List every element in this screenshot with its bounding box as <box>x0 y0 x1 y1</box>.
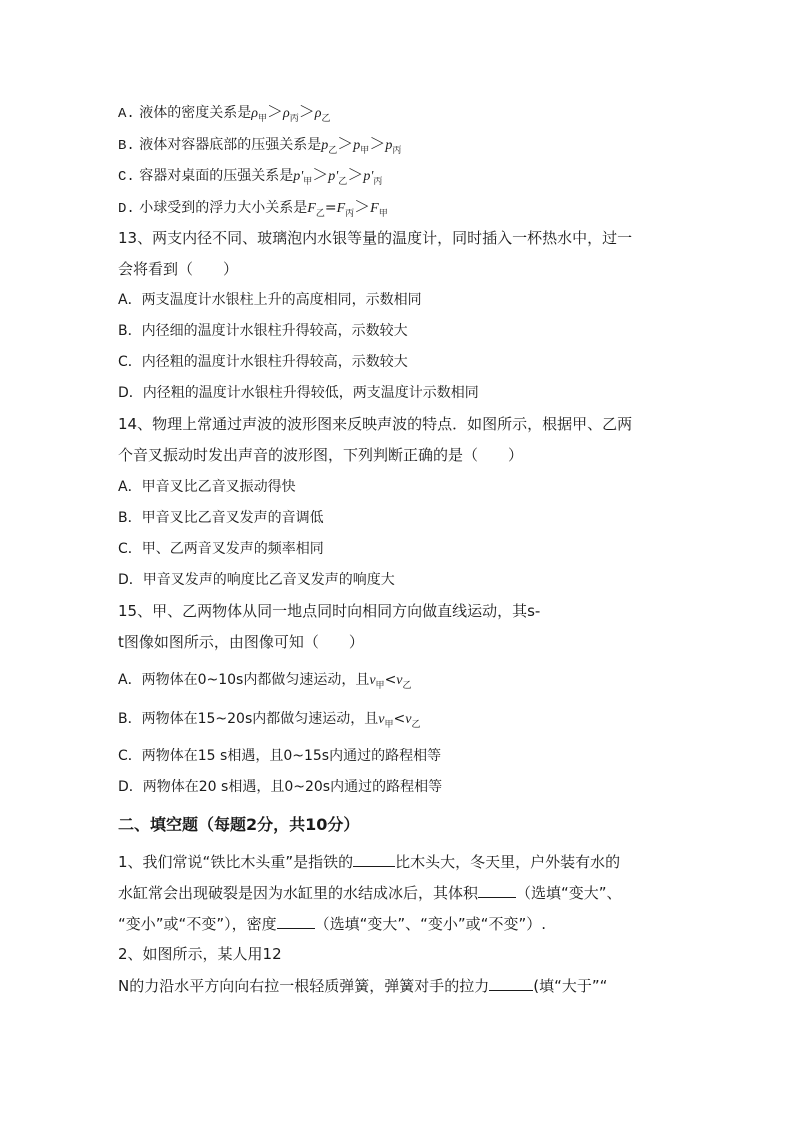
subscript-bing: 丙 <box>345 209 355 219</box>
option-text: 液体对容器底部的压强关系是 <box>139 137 322 153</box>
option-text: B．两物体在15~20s内都做匀速运动，且 <box>118 711 379 727</box>
answer-blank[interactable] <box>353 851 395 867</box>
subscript-yi: 乙 <box>402 681 412 691</box>
fill-text: 比木头大，冬天里，户外装有水的 <box>395 853 621 871</box>
q15-stem-line2: t图像如图所示，由图像可知（ ） <box>118 633 364 651</box>
rho-symbol: ρ <box>283 106 290 121</box>
greater-than: ＞ <box>369 134 386 153</box>
option-text: 液体的密度关系是 <box>139 105 252 121</box>
v-symbol: v <box>396 673 403 688</box>
q15-option-d: D．两物体在20 s相遇，且0~20s内通过的路程相等 <box>118 779 443 795</box>
fill1-line3 <box>118 913 546 934</box>
fill2-line2 <box>118 975 607 996</box>
option-text: A．两物体在0~10s内都做匀速运动，且 <box>118 672 370 688</box>
section-heading: 二、填空题（每题2分，共10分） <box>118 815 360 834</box>
fill-text: （选填“变大”、 <box>516 884 622 902</box>
q15-option-a <box>118 670 412 692</box>
less-than: < <box>393 711 406 727</box>
p-prime-symbol: p' <box>328 169 339 184</box>
option-letter: A. <box>118 106 135 122</box>
f-symbol: F <box>370 201 379 216</box>
q13-option-b: B．内径细的温度计水银柱升得较高，示数较大 <box>118 323 408 339</box>
q14-option-b: B．甲音叉比乙音叉发声的音调低 <box>118 510 324 526</box>
q13-stem-line2: 会将看到（ ） <box>118 260 239 278</box>
p-symbol: p <box>321 138 329 153</box>
p-prime-symbol: p' <box>363 169 374 184</box>
less-than: < <box>384 672 397 688</box>
q12-option-b <box>118 134 401 157</box>
q13-option-a: A．两支温度计水银柱上升的高度相同，示数相同 <box>118 292 422 308</box>
option-text: 小球受到的浮力大小关系是 <box>139 200 308 216</box>
rho-symbol: ρ <box>251 106 258 121</box>
q14-option-a: A．甲音叉比乙音叉振动得快 <box>118 479 296 495</box>
subscript-yi: 乙 <box>328 146 338 156</box>
greater-than: ＞ <box>347 165 364 184</box>
subscript-jia: 甲 <box>258 114 268 124</box>
p-prime-symbol: p' <box>293 169 304 184</box>
option-text: 容器对桌面的压强关系是 <box>139 168 294 184</box>
q14-stem-line2: 个音叉振动时发出声音的波形图，下列判断正确的是（ ） <box>118 446 524 464</box>
answer-blank[interactable] <box>489 975 533 991</box>
q14-option-d: D．甲音叉发声的响度比乙音叉发声的响度大 <box>118 572 395 588</box>
fill-text: N的力沿水平方向向右拉一根轻质弹簧，弹簧对手的拉力 <box>118 977 490 995</box>
option-letter: C. <box>118 169 135 185</box>
fill-text: 水缸常会出现破裂是因为水缸里的水结成冰后，其体积 <box>118 884 479 902</box>
fill-text: （选填“变大”、“变小”或“不变”）. <box>314 915 546 933</box>
q15-option-c: C．两物体在15 s相遇，且0~15s内通过的路程相等 <box>118 748 442 764</box>
fill1-line2 <box>118 882 622 903</box>
fill2-line1: 2、如图所示，某人用12 <box>118 945 282 963</box>
subscript-yi: 乙 <box>315 209 325 219</box>
q13-option-d: D．内径粗的温度计水银柱升得较低，两支温度计示数相同 <box>118 385 479 401</box>
subscript-bing: 丙 <box>373 177 383 187</box>
answer-blank[interactable] <box>478 882 516 898</box>
equals-sign: = <box>324 200 337 216</box>
subscript-jia: 甲 <box>360 146 370 156</box>
q14-stem-line1: 14、物理上常通过声波的波形图来反映声波的特点．如图所示，根据甲、乙两 <box>118 415 633 433</box>
subscript-jia: 甲 <box>303 177 313 187</box>
greater-than: ＞ <box>337 134 354 153</box>
subscript-jia: 甲 <box>375 681 385 691</box>
greater-than: ＞ <box>354 197 371 216</box>
p-symbol: p <box>353 138 361 153</box>
rho-symbol: ρ <box>314 106 322 121</box>
q12-option-d <box>118 197 388 220</box>
f-symbol: F <box>336 201 346 216</box>
q15-option-b <box>118 709 420 731</box>
greater-than: ＞ <box>312 165 329 184</box>
subscript-yi: 乙 <box>338 177 348 187</box>
v-symbol: v <box>405 712 412 727</box>
option-letter: D. <box>118 201 135 217</box>
q12-option-c <box>118 165 382 188</box>
option-letter: B. <box>118 138 135 154</box>
fill-text: “变小”或“不变”），密度 <box>118 915 277 933</box>
v-symbol: v <box>378 712 385 727</box>
subscript-bing: 丙 <box>289 114 299 124</box>
answer-blank[interactable] <box>277 913 315 929</box>
fill-text: (填“大于”“ <box>533 977 608 995</box>
subscript-jia: 甲 <box>384 720 394 730</box>
fill-text: 1、我们常说“铁比木头重”是指铁的 <box>118 853 354 871</box>
greater-than: ＞ <box>298 102 315 121</box>
subscript-jia: 甲 <box>378 209 388 219</box>
fill1-line1 <box>118 851 620 872</box>
p-symbol: p <box>385 138 393 153</box>
v-symbol: v <box>369 673 376 688</box>
q12-option-a <box>118 102 331 125</box>
f-symbol: F <box>307 201 316 216</box>
greater-than: ＞ <box>267 102 284 121</box>
subscript-yi: 乙 <box>411 720 421 730</box>
q13-option-c: C．内径粗的温度计水银柱升得较高，示数较大 <box>118 354 408 370</box>
subscript-bing: 丙 <box>392 146 402 156</box>
subscript-yi: 乙 <box>321 114 331 124</box>
q13-stem-line1: 13、两支内径不同、玻璃泡内水银等量的温度计，同时插入一杯热水中，过一 <box>118 229 633 247</box>
q14-option-c: C．甲、乙两音叉发声的频率相同 <box>118 541 324 557</box>
q15-stem-line1: 15、甲、乙两物体从同一地点同时向相同方向做直线运动，其s- <box>118 602 541 620</box>
